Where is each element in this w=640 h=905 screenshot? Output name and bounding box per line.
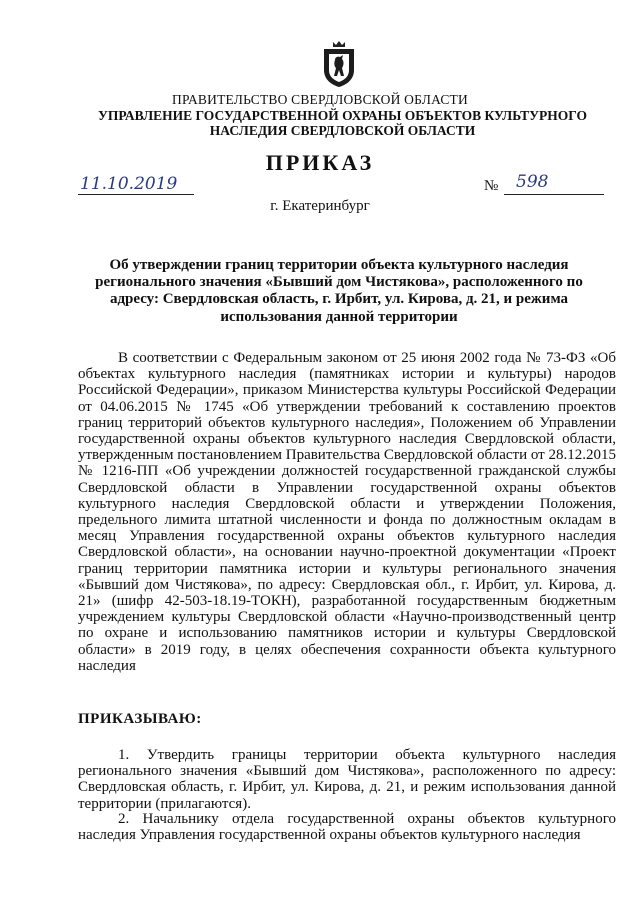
department-name: УПРАВЛЕНИЕ ГОСУДАРСТВЕННОЙ ОХРАНЫ ОБЪЕКТОВ КУЛЬТУРНОГО НАСЛЕДИЯ СВЕРДЛОВСКОЙ ОБЛАСТИ — [97, 108, 588, 138]
preamble-paragraph: В соответствии с Федеральным законом от 25 июня 2002 года № 73-ФЗ «Об объектах культурного наследия (памятниках истории и культуры) народов Российской Федерации», приказом Министерства культуры Российской Федерации от 04.06.2015 № 1745 «Об утверждении требований к составлению проектов границ территорий объектов культурного наследия», Положением об Управлении государственной охраны объектов культурного наследия Свердловской области, утвержденным постановлением Правительства Свердловской области от 28.12.2015 № 1216-ПП «Об учреждении должностей государственной гражданской службы Свердловской области в Управлении государственной охраны объектов культурного наследия Свердловской области и утверждении Положения, предельного лимита штатной численности и фонда по должностным окладам в месяц Управления государственной охраны объектов культурного наследия Свердловской области», на основании научно-проектной документации «Проект границ территории памятника истории и культуры регионального значения «Бывший дом Чистякова», по адресу: Свердловская обл., г. Ирбит, ул. Кирова, д. 21» (шифр 42-503-18.19-ТОКН), разработанной государственным бюджетным учреждением культуры Свердловской области «Научно-производственный центр по охране и использованию памятников истории и культуры Свердловской области» в 2019 году, в целях обеспечения сохранности объекта культурного наследия — [78, 350, 616, 674]
order-item-1: 1. Утвердить границы территории объекта культурного наследия регионального значения «Бывший дом Чистякова», расположенного по адресу: Свердловская область, г. Ирбит, ул. Кирова, д. 21, и режим использования данной территории (прилагаются). — [78, 747, 616, 812]
number-label: № — [484, 178, 499, 194]
document-subject: Об утверждении границ территории объекта культурного наследия регионального значения «Бывший дом Чистякова», расположенного по адресу: Свердловская область, г. Ирбит, ул. Кирова, д. 21, и режима использования данной территории — [95, 257, 583, 325]
order-item-2: 2. Начальнику отдела государственной охраны объектов культурного наследия Управления государственной охраны объектов культурного наследия — [78, 811, 616, 844]
coat-of-arms-icon — [321, 40, 357, 88]
date-field — [78, 176, 194, 195]
date-value: 11.10.2019 — [80, 174, 178, 194]
document-type: ПРИКАЗ — [265, 150, 375, 175]
government-name: ПРАВИТЕЛЬСТВО СВЕРДЛОВСКОЙ ОБЛАСТИ — [172, 92, 468, 107]
number-field — [504, 172, 604, 195]
city: г. Екатеринбург — [270, 198, 370, 214]
number-value: 598 — [516, 172, 549, 192]
order-heading: ПРИКАЗЫВАЮ: — [78, 711, 202, 727]
